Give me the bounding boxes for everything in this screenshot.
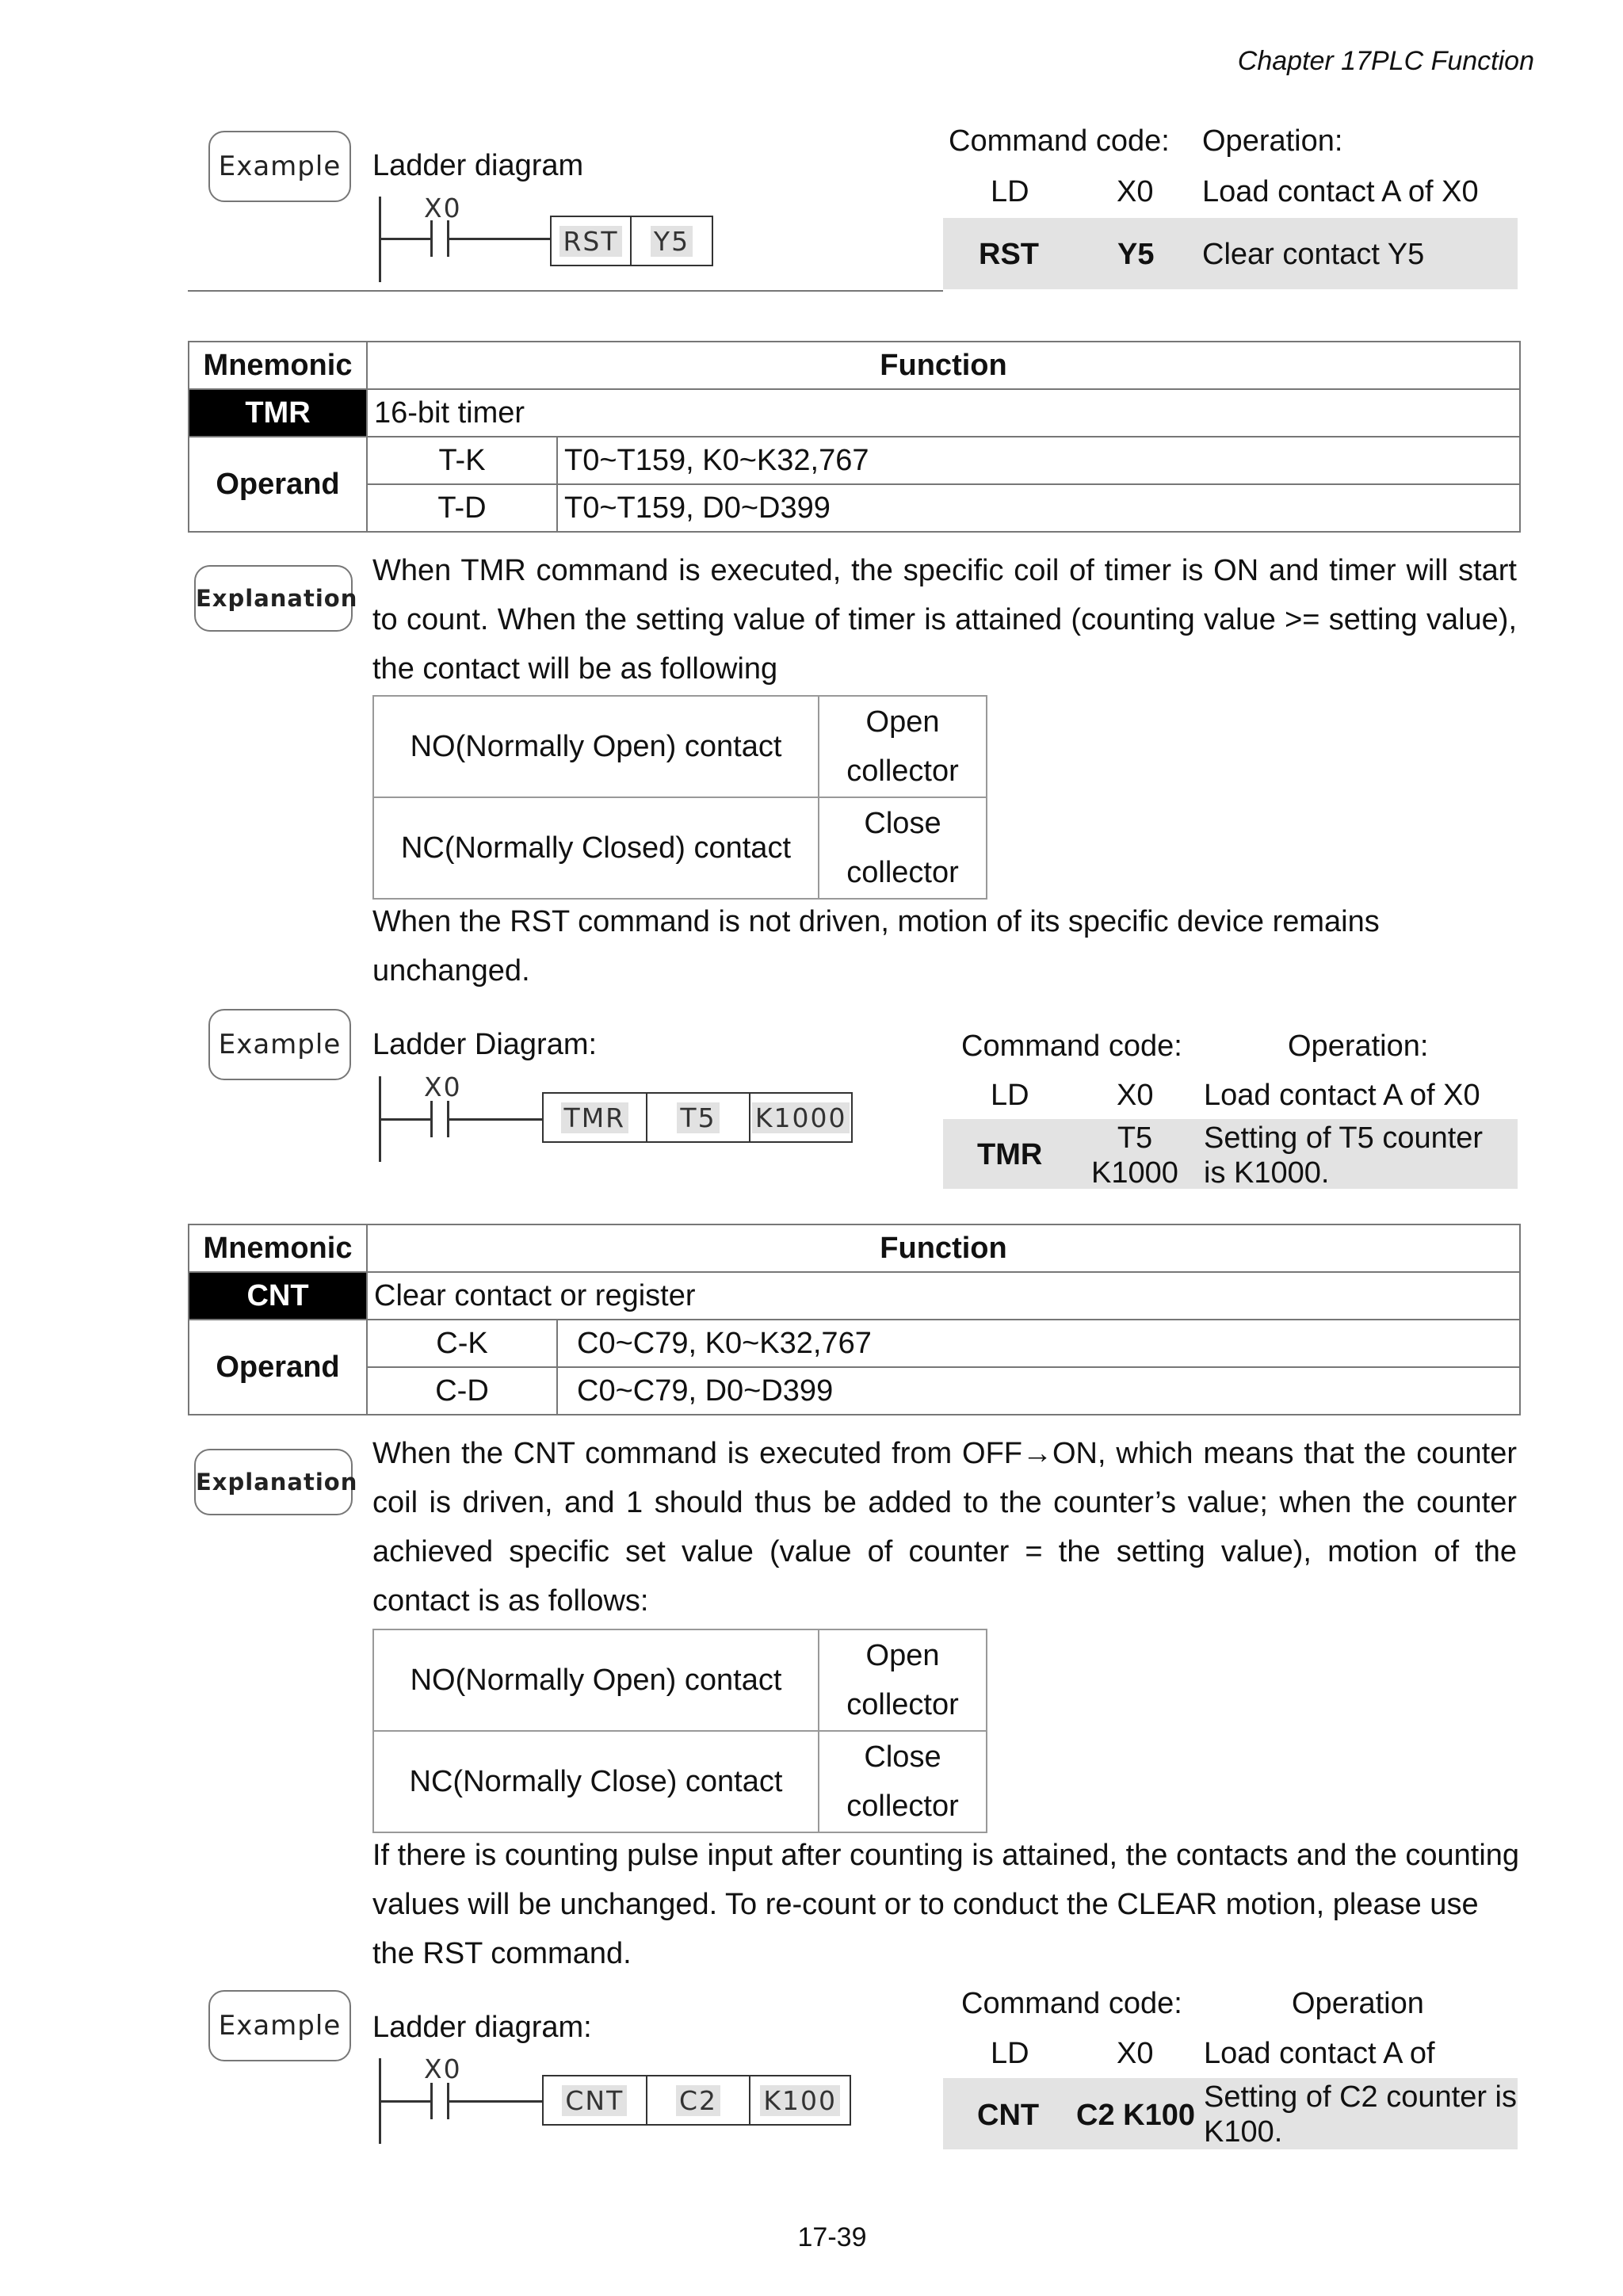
tmr-contact-table <box>372 695 987 900</box>
operand-type: C-K <box>367 1320 557 1367</box>
tmr-explanation: When TMR command is executed, the specific coil of timer is ON and timer will start to count. When the setting value of timer is attained (counting value >= setting value), the contact will be as following <box>372 554 1517 686</box>
contact-label: X0 <box>424 193 462 223</box>
cmd-operation: Load contact A of X0 <box>1202 175 1479 208</box>
operand-type: C-D <box>367 1367 557 1415</box>
operand-label: Operand <box>189 1320 367 1415</box>
instr-cell: RST <box>552 217 632 265</box>
cmd-operation: Load contact A of <box>1204 2037 1435 2070</box>
mnemonic-header: Mnemonic <box>189 1224 367 1272</box>
contact-state: Open collector <box>819 1629 987 1731</box>
cnt-note: If there is counting pulse input after counting is attained, the contacts and the counting values will be unchanged. To re-count or to conduct the CLEAR motion, please use the RST command. <box>372 1839 1520 1970</box>
ladder-title: Ladder diagram: <box>372 2011 592 2044</box>
cmd-device: X0 <box>1117 175 1154 208</box>
cnt-contact-table <box>372 1629 987 1833</box>
contact-name: NO(Normally Open) contact <box>373 1629 819 1731</box>
cmd-code: CNT <box>977 2099 1040 2132</box>
function-desc: 16-bit timer <box>367 389 1520 437</box>
tmr-note: When the RST command is not driven, motion of its specific device remains unchanged. <box>372 905 1380 988</box>
cmd-header: Command code: <box>961 1030 1182 1063</box>
cmd-code: LD <box>991 1079 1029 1112</box>
tmr-function-table <box>188 341 1521 533</box>
cmd-code: LD <box>991 2037 1029 2070</box>
ladder-title: Ladder diagram <box>372 149 584 182</box>
page-number: 17-39 <box>797 2222 867 2252</box>
chapter-header: Chapter 17PLC Function <box>1237 46 1534 76</box>
divider <box>188 290 943 292</box>
contact-state: Close collector <box>819 1731 987 1832</box>
operand-type: T-K <box>367 437 557 484</box>
example-badge: Example <box>208 1990 351 2061</box>
operand-range: C0~C79, D0~D399 <box>557 1367 1520 1415</box>
cmd-device: X0 <box>1117 1079 1154 1112</box>
op-header: Operation: <box>1288 1030 1429 1063</box>
cnt-function-table <box>188 1224 1521 1415</box>
cmd-operation: Load contact A of X0 <box>1204 1079 1480 1112</box>
mnemonic-name: TMR <box>189 389 367 437</box>
instr-cell: K1000 <box>750 1094 851 1141</box>
explanation-badge: Explanation <box>194 565 353 632</box>
cmd-operation: Clear contact Y5 <box>1202 238 1425 271</box>
function-header: Function <box>367 342 1520 389</box>
op-header: Operation: <box>1202 124 1343 158</box>
instr-cell: T5 <box>647 1094 751 1141</box>
contact-name: NC(Normally Closed) contact <box>373 797 819 899</box>
contact-state: Open collector <box>819 696 987 797</box>
contact-label: X0 <box>424 2053 462 2084</box>
example-badge: Example <box>208 131 351 202</box>
cmd-code: RST <box>979 238 1039 271</box>
cmd-header: Command code: <box>949 124 1170 158</box>
operand-range: T0~T159, D0~D399 <box>557 484 1520 532</box>
operand-label: Operand <box>189 437 367 532</box>
function-desc: Clear contact or register <box>367 1272 1520 1320</box>
cmd-operation: Setting of T5 counter is K1000. <box>1204 1121 1484 1190</box>
operand-range: T0~T159, K0~K32,767 <box>557 437 1520 484</box>
mnemonic-header: Mnemonic <box>189 342 367 389</box>
example-badge: Example <box>208 1009 351 1080</box>
contact-label: X0 <box>424 1072 462 1102</box>
cmd-header: Command code: <box>961 1987 1182 2020</box>
cmd-code: LD <box>991 175 1029 208</box>
instr-cell: K100 <box>750 2076 850 2124</box>
cmd-device: C2 K100 <box>1076 2099 1195 2132</box>
cmd-code: TMR <box>977 1138 1043 1171</box>
explanation-badge: Explanation <box>194 1449 353 1515</box>
ladder-title: Ladder Diagram: <box>372 1028 598 1061</box>
function-header: Function <box>367 1224 1520 1272</box>
contact-state: Close collector <box>819 797 987 899</box>
instr-cell: CNT <box>544 2076 647 2124</box>
cmd-device: X0 <box>1117 2037 1154 2070</box>
cnt-explanation: When the CNT command is executed from OFF→ON, which means that the counter coil is driven, and 1 should thus be added to the counter’s value; when the counter achieved specific set value (value of counter = the setting value), motion of the contact is as follows: <box>372 1437 1517 1618</box>
cmd-device: T5 K1000 <box>1091 1121 1178 1190</box>
contact-name: NO(Normally Open) contact <box>373 696 819 797</box>
mnemonic-name: CNT <box>189 1272 367 1320</box>
contact-name: NC(Normally Close) contact <box>373 1731 819 1832</box>
instr-cell: TMR <box>544 1094 647 1141</box>
instr-cell: Y5 <box>632 217 712 265</box>
cmd-operation: Setting of C2 counter is K100. <box>1204 2080 1517 2149</box>
op-header: Operation <box>1292 1987 1424 2020</box>
cmd-device: Y5 <box>1117 238 1155 271</box>
operand-type: T-D <box>367 484 557 532</box>
operand-range: C0~C79, K0~K32,767 <box>557 1320 1520 1367</box>
instr-cell: C2 <box>647 2076 751 2124</box>
